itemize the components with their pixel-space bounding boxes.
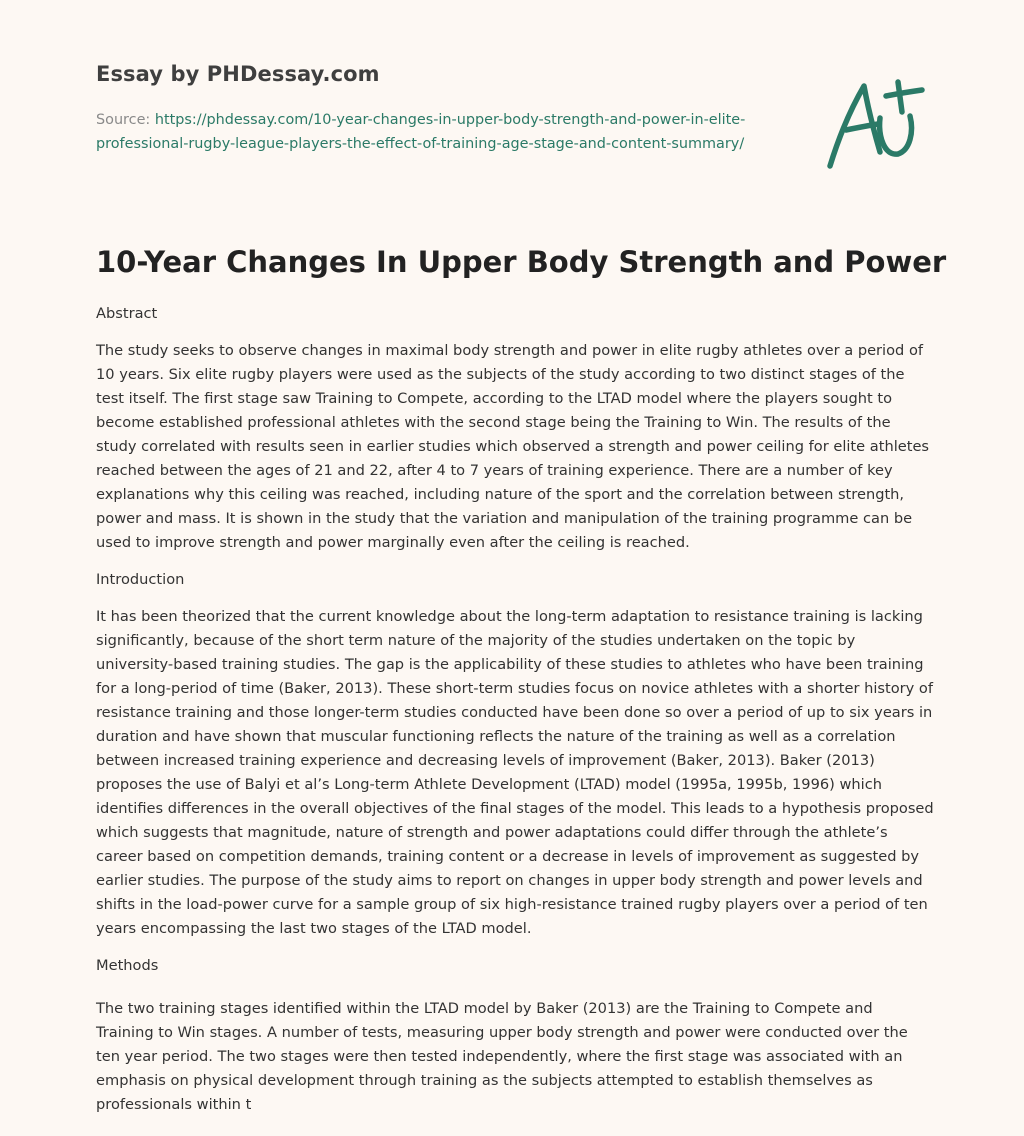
source-label: Source: bbox=[96, 112, 151, 128]
methods-paragraph: The two training stages identified within the LTAD model by Baker (2013) are the Training to Compete and Training to Win stages. A number of tests, measuring upper body strength and power were conducted over the ten year period. The two stages were then tested independently, where the first stage was associated with an emphasis on physical development through training as the subjects attempted to establish themselves as professionals within t bbox=[96, 1000, 908, 1113]
introduction-heading: Introduction bbox=[96, 571, 185, 588]
abstract-heading: Abstract bbox=[96, 305, 158, 322]
a-plus-logo-icon bbox=[818, 74, 930, 176]
page-title: 10-Year Changes In Upper Body Strength and Power bbox=[96, 245, 947, 279]
abstract-paragraph: The study seeks to observe changes in maximal body strength and power in elite rugby athletes over a period of 10 years. Six elite rugby players were used as the subjects of the study according to two distinct stages of the test itself. The first stage saw Training to Compete, according to the LTAD model where the players sought to become established professional athletes with the second stage being the Training to Win. The results of the study correlated with results seen in earlier studies which observed a strength and power ceiling for elite athletes reached between the ages of 21 and 22, after 4 to 7 years of training experience. There are a number of key explanations why this ceiling was reached, including nature of the sport and the correlation between strength, power and mass. It is shown in the study that the variation and manipulation of the training programme can be used to improve strength and power marginally even after the ceiling is reached. bbox=[96, 342, 930, 551]
methods-heading: Methods bbox=[96, 957, 159, 974]
article-body bbox=[96, 301, 934, 1117]
source-line bbox=[96, 108, 776, 156]
site-brand: Essay by PHDessay.com bbox=[96, 62, 380, 86]
introduction-paragraph: It has been theorized that the current knowledge about the long-term adaptation to resistance training is lacking significantly, because of the short term nature of the majority of the studies undertaken on the topic by university-based training studies. The gap is the applicability of these studies to athletes who have been training for a long-period of time (Baker, 2013). These short-term studies focus on novice athletes with a shorter history of resistance training and those longer-term studies conducted have been done so over a period of up to six years in duration and have shown that muscular functioning reflects the nature of the training as well as a correlation between increased training experience and decreasing levels of improvement (Baker, 2013). Baker (2013) proposes the use of Balyi et al’s Long-term Athlete Development (LTAD) model (1995a, 1995b, 1996) which identifies differences in the overall objectives of the final stages of the model. This leads to a hypothesis proposed which suggests that magnitude, nature of strength and power adaptations could differ through the athlete’s career based on competition demands, training content or a decrease in levels of improvement as suggested by earlier studies. The purpose of the study aims to report on changes in upper body strength and power levels and shifts in the load-power curve for a sample group of six high-resistance trained rugby players over a period of ten years encompassing the last two stages of the LTAD model. bbox=[96, 608, 934, 937]
source-link[interactable]: https://phdessay.com/10-year-changes-in-upper-body-strength-and-power-in-elite-professional-rugby-league-players-the-effect-of-training-age-stage-and-content-summary/ bbox=[96, 112, 746, 152]
